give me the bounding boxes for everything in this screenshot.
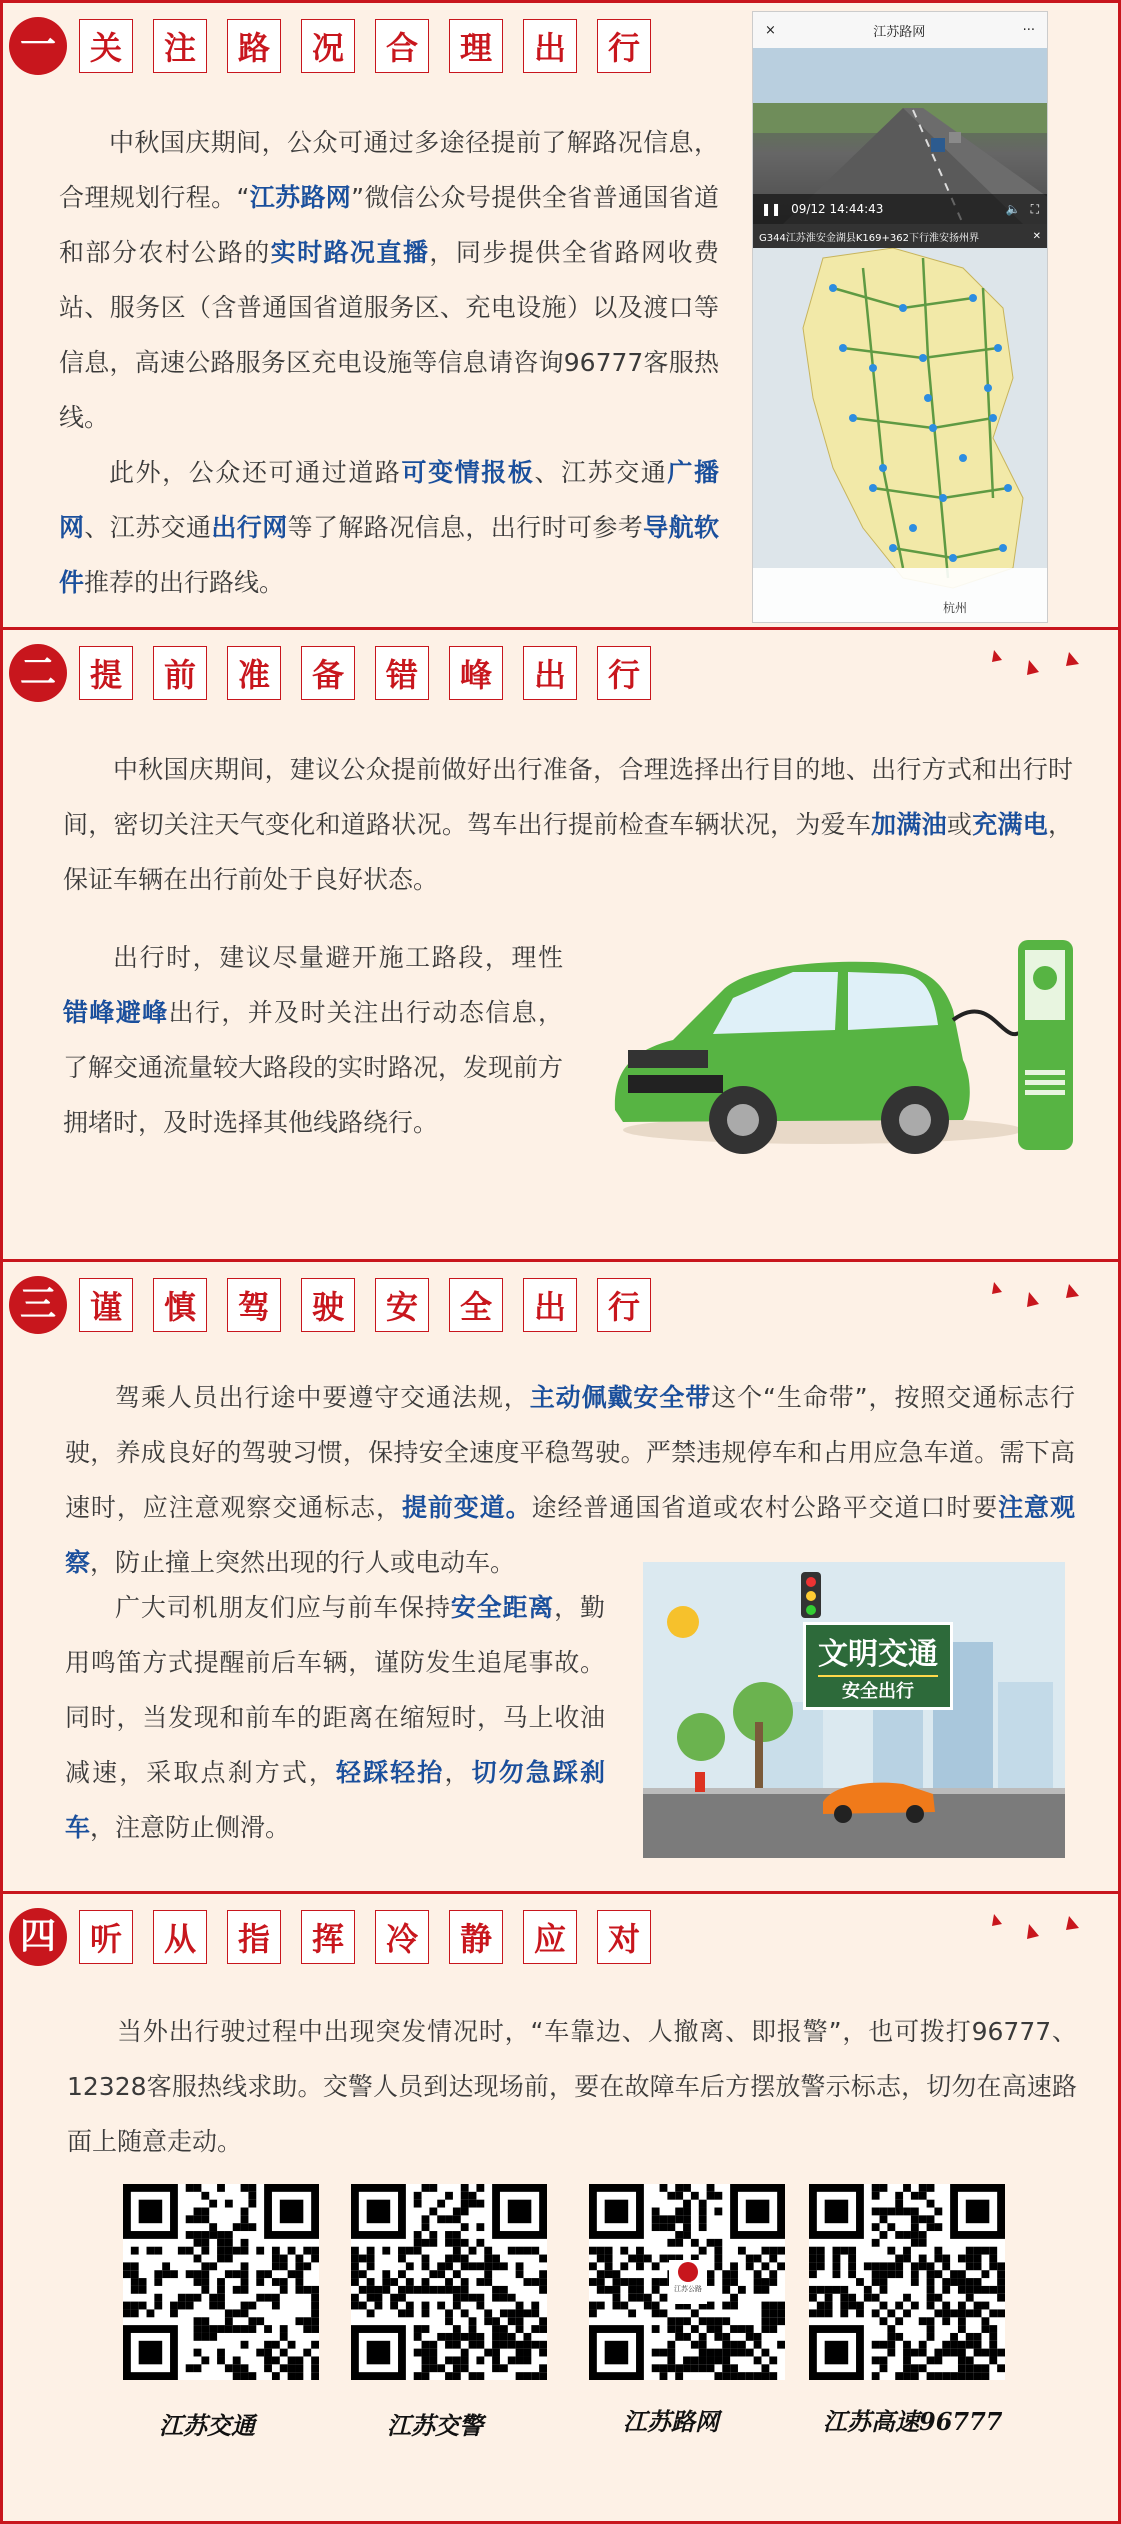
title-char: 出: [523, 19, 577, 73]
section-3: [0, 1262, 1121, 1894]
text-run: 推荐的出行路线。: [84, 568, 285, 597]
sign-line-1: 文明交通: [818, 1637, 938, 1672]
title-char: 准: [227, 646, 281, 700]
video-timestamp: 09/12 14:44:43: [791, 202, 884, 216]
traffic-sign-board: [803, 1622, 953, 1710]
section-1-paragraph-1: [59, 115, 719, 445]
qr-label: 江苏交警: [387, 2411, 483, 2440]
title-char: 冷: [375, 1910, 429, 1964]
title-char: 路: [227, 19, 281, 73]
section-2-paragraph-2: [63, 930, 563, 1150]
text-run: 、江苏交通: [84, 513, 212, 542]
text-run: 出行时，建议尽量避开施工路段，理性: [113, 943, 563, 972]
section-1: [0, 0, 1121, 630]
city-scene: [643, 1562, 1065, 1858]
close-icon[interactable]: ×: [765, 22, 776, 38]
text-run: 或: [946, 810, 973, 839]
title-char: 注: [153, 19, 207, 73]
title-char: 况: [301, 19, 355, 73]
text-run: 当外出行驶过程中出现突发情况时，“车靠边、人撤离、即报警”，也可拨打96777、12328客服热线求助。交警人员到达现场前，要在故障车后方摆放警示标志，切勿在高速路面上随意走动。: [67, 2017, 1077, 2156]
title-char: 驾: [227, 1278, 281, 1332]
qr-code-row: [123, 2184, 1023, 2504]
title-char: 行: [597, 19, 651, 73]
text-run: ，保证车辆在出行前处于良好状态。: [63, 810, 1073, 894]
butterfly-decoration-icon: [974, 1272, 1104, 1342]
more-icon[interactable]: ···: [1022, 22, 1035, 38]
title-char: 挥: [301, 1910, 355, 1964]
text-run: ，同步提供全省路网收费站、服务区（含普通国省道服务区、充电设施）以及渡口等信息，高速公路服务区充电设施等信息请咨询96777客服热线。: [59, 238, 719, 432]
phone-header: [753, 12, 1047, 48]
highlighted-phrase: 主动佩戴安全带: [529, 1383, 712, 1412]
close-icon[interactable]: ✕: [1032, 230, 1041, 242]
qr-code-jiangsu-expressway[interactable]: [809, 2184, 1005, 2380]
highlighted-phrase: 加满油: [871, 810, 947, 839]
title-char: 前: [153, 646, 207, 700]
title-char: 出: [523, 1278, 577, 1332]
title-char: 备: [301, 646, 355, 700]
title-char: 从: [153, 1910, 207, 1964]
title-char: 慎: [153, 1278, 207, 1332]
title-char: 应: [523, 1910, 577, 1964]
text-run: 中秋国庆期间，公众可通过多途径提前了解路况信息，合理规划行程。“: [59, 128, 719, 212]
section-number: 四: [9, 1908, 67, 1966]
title-char: 安: [375, 1278, 429, 1332]
highlighted-phrase: 实时路况直播: [270, 238, 430, 267]
text-run: 出行，并及时关注出行动态信息，了解交通流量较大路段的实时路况，发现前方拥堵时，及时选择其他线路绕行。: [63, 998, 564, 1137]
section-number: 一: [9, 17, 67, 75]
highlighted-phrase: 充满电: [972, 810, 1048, 839]
text-run: 中秋国庆期间，建议公众提前做好出行准备，合理选择出行目的地、出行方式和出行时间，密切关注天气变化和道路状况。驾车出行提前检查车辆状况，为爱车: [63, 755, 1073, 839]
highlighted-phrase: 可变情报板: [401, 458, 535, 487]
title-char: 全: [449, 1278, 503, 1332]
video-caption: G344江苏淮安金湖县K169+362下行淮安扬州界 ✕: [753, 224, 1047, 248]
highlighted-phrase: 注意观察: [65, 1493, 1075, 1577]
section-number: 二: [9, 644, 67, 702]
electric-car-charging-illustration: [603, 930, 1083, 1170]
qr-label: 江苏高速96777: [823, 2407, 1003, 2436]
title-char: 驶: [301, 1278, 355, 1332]
text-run: 这个“生命带”，按照交通标志行驶，养成良好的驾驶习惯，保持安全速度平稳驾驶。严禁违规停车和占用应急车道。需下高速时，应注意观察交通标志，: [65, 1383, 1075, 1522]
title-char: 听: [79, 1910, 133, 1964]
road-network-phone-screenshot: [752, 11, 1048, 623]
section-3-paragraph-1: [65, 1370, 1075, 1590]
highlighted-phrase: 轻踩轻抬: [336, 1758, 445, 1787]
volume-icon[interactable]: 🔈: [1005, 202, 1021, 216]
section-heading: [9, 17, 671, 75]
text-run: 等了解路况信息，出行时可参考: [287, 513, 644, 542]
text-run: 广大司机朋友们应与前车保持: [115, 1593, 451, 1622]
title-char: 错: [375, 646, 429, 700]
title-char: 行: [597, 646, 651, 700]
section-4: [0, 1894, 1121, 2524]
highlighted-phrase: 错峰避峰: [63, 998, 169, 1027]
highlighted-phrase: 切勿急踩刹车: [65, 1758, 605, 1842]
section-heading: [9, 644, 671, 702]
live-video[interactable]: [753, 48, 1047, 224]
section-2-paragraph-1: [63, 742, 1073, 907]
butterfly-decoration-icon: [974, 640, 1104, 710]
phone-title: 江苏路网: [873, 24, 926, 40]
qr-label: 江苏交通: [159, 2411, 255, 2440]
video-controls: [753, 194, 1047, 224]
section-3-paragraph-2: [65, 1580, 605, 1855]
section-4-paragraph-1: [67, 2004, 1077, 2169]
qr-code-jiangsu-traffic[interactable]: [123, 2184, 319, 2380]
text-run: 、江苏交通: [534, 458, 668, 487]
text-run: ，勤用鸣笛方式提醒前后车辆，谨防发生追尾事故。同时，当发现和前车的距离在缩短时，马上收油减速，采取点刹方式，: [65, 1593, 605, 1787]
butterfly-decoration-icon: [974, 1904, 1104, 1974]
qr-label: 江苏路网: [623, 2407, 719, 2436]
text-run: ，: [444, 1758, 472, 1787]
title-char: 关: [79, 19, 133, 73]
title-char: 行: [597, 1278, 651, 1332]
title-char: 峰: [449, 646, 503, 700]
text-run: 此外，公众还可通过道路: [109, 458, 402, 487]
pause-icon[interactable]: ❚❚: [761, 202, 782, 216]
title-char: 理: [449, 19, 503, 73]
title-char: 对: [597, 1910, 651, 1964]
highlighted-phrase: 提前变道。: [401, 1493, 532, 1522]
section-heading: [9, 1908, 671, 1966]
title-char: 指: [227, 1910, 281, 1964]
text-run: ，防止撞上突然出现的行人或电动车。: [90, 1548, 516, 1577]
sign-line-2: 安全出行: [818, 1675, 938, 1703]
province-map: [753, 248, 1048, 623]
road-map[interactable]: [753, 248, 1047, 622]
highlighted-phrase: 导航软件: [59, 513, 719, 597]
text-run: ”微信公众号提供全省普通国省道和部分农村公路的: [59, 183, 719, 267]
title-char: 出: [523, 646, 577, 700]
title-char: 谨: [79, 1278, 133, 1332]
text-run: 驾乘人员出行途中要遵守交通法规，: [115, 1383, 530, 1412]
highlighted-phrase: 安全距离: [450, 1593, 555, 1622]
section-number: 三: [9, 1276, 67, 1334]
title-char: 合: [375, 19, 429, 73]
text-run: ，注意防止侧滑。: [90, 1813, 291, 1842]
map-city-label: 杭州: [943, 601, 968, 615]
section-heading: [9, 1276, 671, 1334]
fullscreen-icon[interactable]: ⛶: [1030, 201, 1039, 216]
section-2: [0, 630, 1121, 1262]
title-char: 提: [79, 646, 133, 700]
title-char: 静: [449, 1910, 503, 1964]
qr-center-logo: 江苏公路: [669, 2260, 707, 2304]
highlighted-phrase: 出行网: [211, 513, 288, 542]
qr-code-jiangsu-police[interactable]: [351, 2184, 547, 2380]
civilized-traffic-illustration: [643, 1562, 1065, 1858]
highlighted-phrase: 广播网: [59, 458, 719, 542]
section-1-paragraph-2: [59, 445, 719, 610]
text-run: 途经普通国省道或农村公路平交道口时要: [531, 1493, 999, 1522]
highlighted-phrase: 江苏路网: [249, 183, 352, 212]
